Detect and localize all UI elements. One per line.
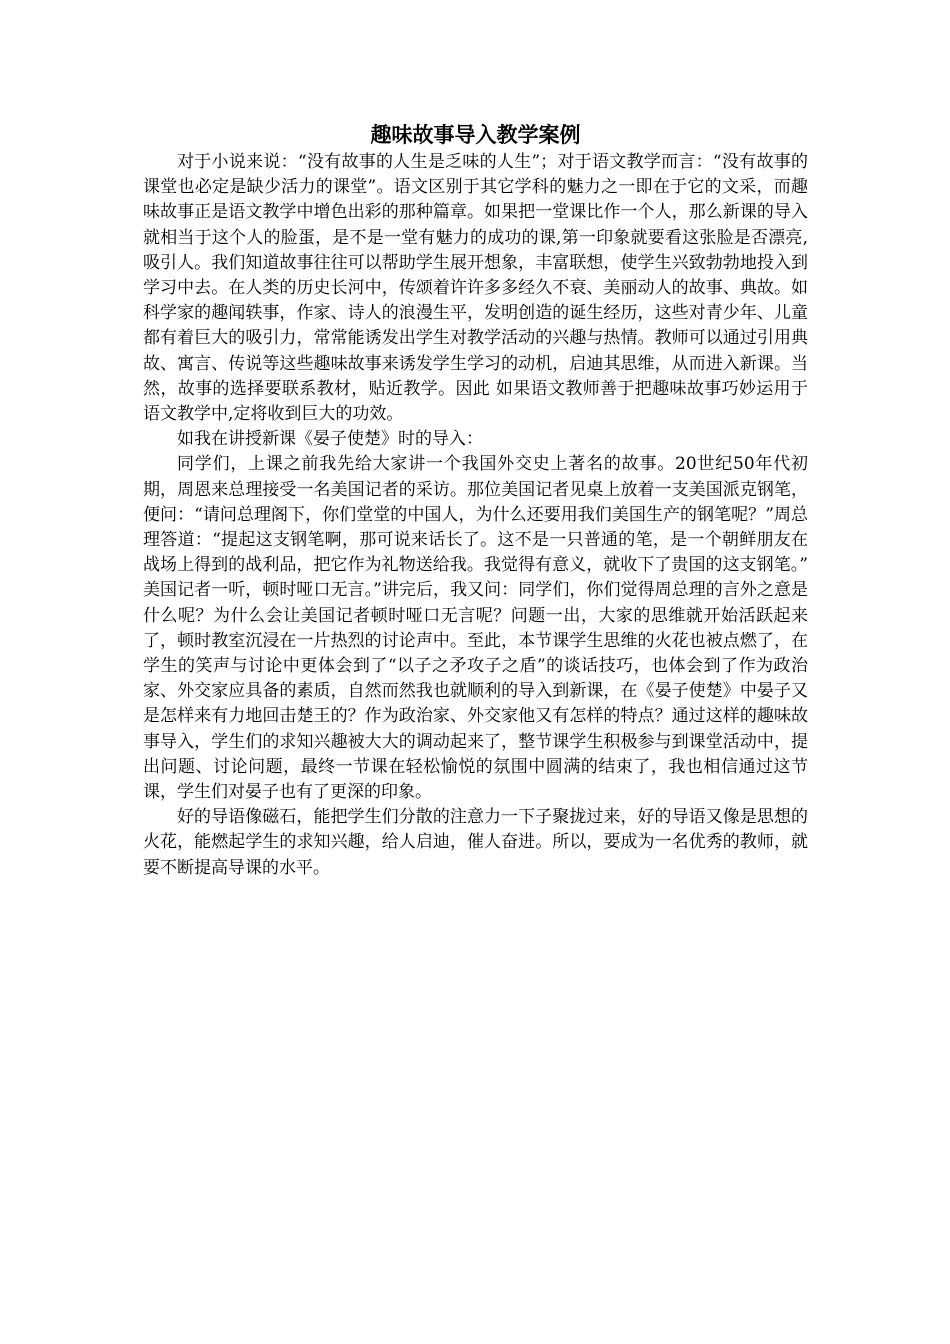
document-page (143, 120, 808, 881)
document-title: 趣味故事导入教学案例 (370, 122, 581, 147)
paragraph-conclusion: 好的导语像磁石，能把学生们分散的注意力一下子聚拢过来，好的导语又像是思想的火花，能燃起学生的求知兴趣，给人启迪，催人奋进。所以，要成为一名优秀的教师，就要不断提高导课的水平。 (143, 807, 808, 878)
paragraph-example-lead: 如我在讲授新课《晏子使楚》时的导入： (177, 429, 483, 450)
paragraph-intro: 对于小说来说：“没有故事的人生是乏味的人生”；对于语文教学而言：“没有故事的课堂也必定是缺少活力的课堂”。语文区别于其它学科的魅力之一即在于它的文采，而趣味故事正是语文教学中增色出彩的那种篇章。如果把一堂课比作一个人，那么新课的导入就相当于这个人的脸蛋，是不是一堂有魅力的成功的课,第一印象就要看这张脸是否漂亮,吸引人。我们知道故事往往可以帮助学生展开想象，丰富联想，使学生兴致勃勃地投入到学习中去。在人类的历史长河中，传颂着许许多多经久不衰、美丽动人的故事、典故。如科学家的趣闻轶事，作家、诗人的浪漫生平，发明创造的诞生经历，这些对青少年、儿童都有着巨大的吸引力，常常能诱发出学生对教学活动的兴趣与热情。教师可以通过引用典故、寓言、传说等这些趣味故事来诱发学生学习的动机，启迪其思维，从而进入新课。当然，故事的选择要联系教材，贴近教学。因此 如果语文教师善于把趣味故事巧妙运用于语文教学中,定将收到巨大的功效。 (143, 152, 808, 425)
paragraph-example-story: 同学们，上课之前我先给大家讲一个我国外交史上著名的故事。20世纪50年代初期，周恩来总理接受一名美国记者的采访。那位美国记者见桌上放着一支美国派克钢笔，便问：“请问总理阁下，你们堂堂的中国人，为什么还要用我们美国生产的钢笔呢？”周总理答道：“提起这支钢笔啊，那可说来话长了。这不是一只普通的笔，是一个朝鲜朋友在战场上得到的战利品，把它作为礼物送给我。我觉得有意义，就收下了贵国的这支钢笔。” 美国记者一听，顿时哑口无言。”讲完后，我又问：同学们，你们觉得周总理的言外之意是什么呢？为什么会让美国记者顿时哑口无言呢？问题一出，大家的思维就开始活跃起来了，顿时教室沉浸在一片热烈的讨论声中。至此，本节课学生思维的火花也被点燃了，在学生的笑声与讨论中更体会到了“以子之矛攻子之盾”的谈话技巧，也体会到了作为政治家、外交家应具备的素质，自然而然我也就顺利的导入到新课，在《晏子使楚》中晏子又是怎样来有力地回击楚王的？作为政治家、外交家他又有怎样的特点？通过这样的趣味故事导入，学生们的求知兴趣被大大的调动起来了，整节课学生积极参与到课堂活动中，提出问题、讨论问题，最终一节课在轻松愉悦的氛围中圆满的结束了，我也相信通过这节课，学生们对晏子也有了更深的印象。 (143, 454, 808, 803)
